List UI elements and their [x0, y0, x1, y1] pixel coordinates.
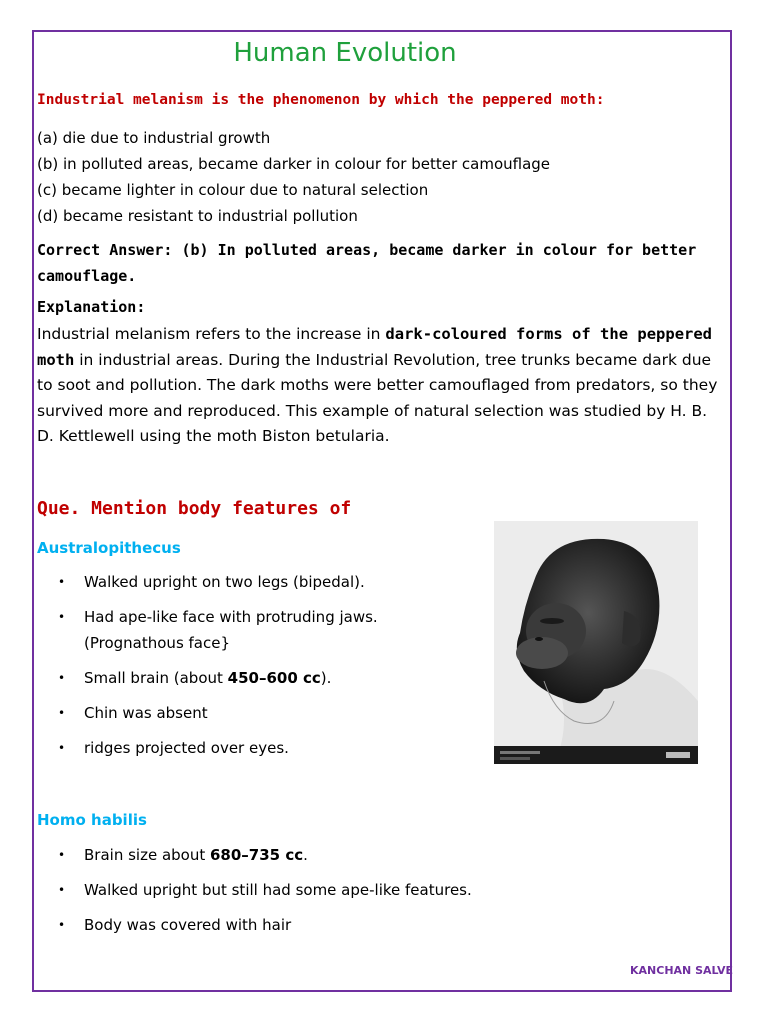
explanation-bold: dark-coloured forms of the peppered moth	[37, 325, 713, 369]
australopithecus-image	[494, 521, 698, 764]
list-item: • Had ape-like face with protruding jaws. (Prognathous face}	[58, 604, 378, 656]
option-c: (c) became lighter in colour due to natural selection	[37, 181, 429, 199]
list-item: • Chin was absent	[58, 700, 378, 726]
list-item: • Small brain (about 450–600 cc).	[58, 665, 378, 691]
correct-answer: Correct Answer: (b) In polluted areas, became darker in colour for better camouflage.	[37, 241, 697, 285]
australopithecus-heading: Australopithecus	[37, 539, 181, 557]
question-prompt: Industrial melanism is the phenomenon by which the peppered moth:	[37, 92, 605, 108]
list-item: • Walked upright on two legs (bipedal).	[58, 569, 378, 595]
options-list	[37, 125, 550, 229]
list-item: • Brain size about 680–735 cc.	[58, 842, 472, 868]
question2-heading: Que. Mention body features of	[37, 498, 352, 519]
option-b: (b) in polluted areas, became darker in colour for better camouflage	[37, 155, 551, 173]
option-d: (d) became resistant to industrial pollution	[37, 207, 358, 225]
list-item: • ridges projected over eyes.	[58, 735, 378, 761]
option-a: (a) die due to industrial growth	[37, 129, 271, 147]
list-item: • Walked upright but still had some ape-like features.	[58, 877, 472, 903]
explanation-heading: Explanation:	[37, 298, 146, 316]
homo-habilis-features	[58, 842, 472, 947]
explanation-part1: Industrial melanism refers to the increase in	[37, 325, 386, 343]
australopithecus-features	[58, 569, 378, 770]
explanation-text	[37, 322, 727, 450]
page-title: Human Evolution	[233, 38, 457, 68]
list-item: • Body was covered with hair	[58, 912, 472, 938]
homo-habilis-heading: Homo habilis	[37, 811, 147, 829]
explanation-part2: in industrial areas. During the Industrial Revolution, tree trunks became dark due to soot and pollution. The dark moths were better camouflaged from predators, so they survived more and reproduced. This example of natural selection was studied by H. B. D. Kettlewell using the moth Biston betularia.	[37, 350, 718, 445]
author-footer: KANCHAN SALVE	[630, 964, 734, 977]
